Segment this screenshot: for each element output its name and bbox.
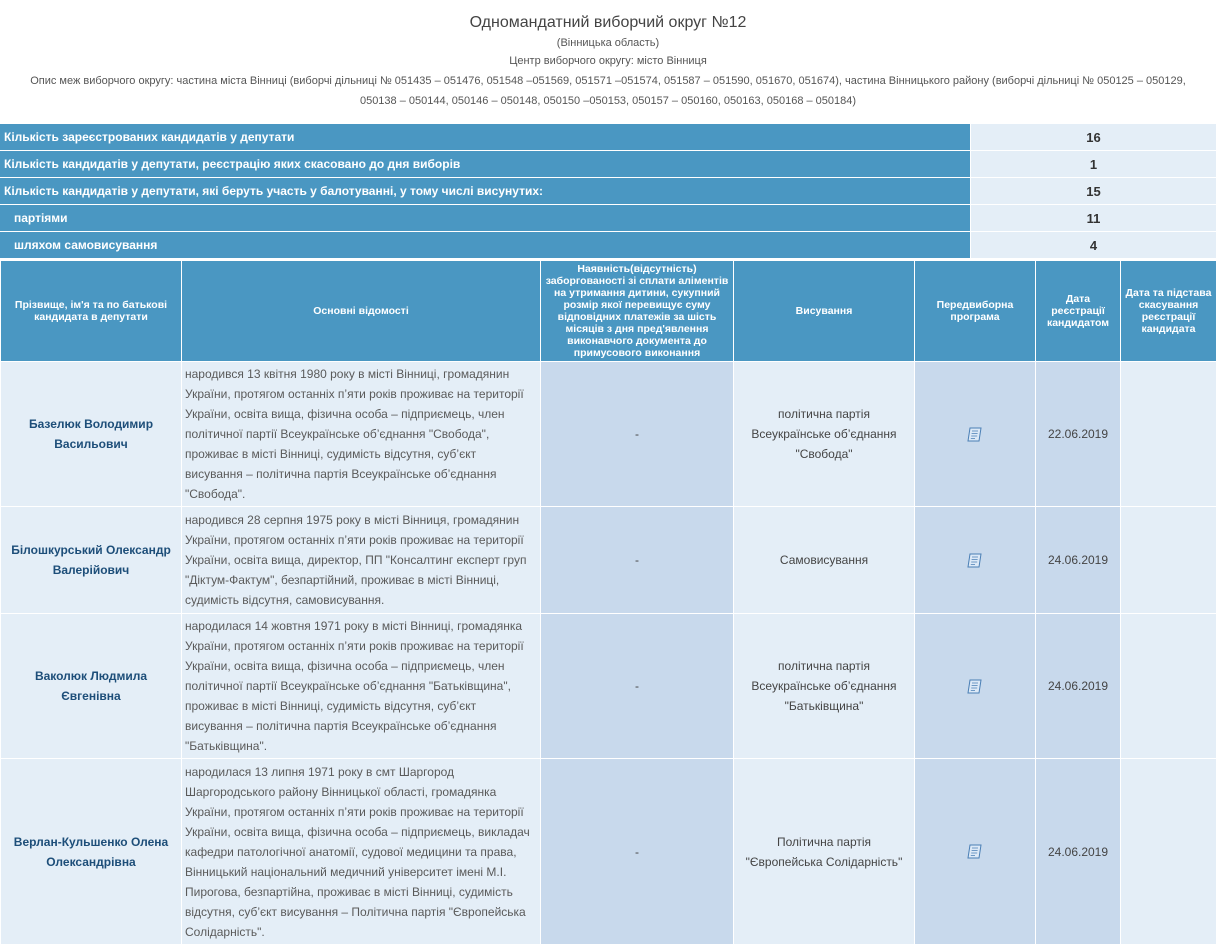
table-row (1, 759, 1217, 945)
candidate-alimony: - (541, 759, 734, 945)
district-title: Одномандатний виборчий округ №12 (469, 14, 747, 31)
summary-label: шляхом самовисування (0, 232, 971, 259)
summary-row-parties (0, 205, 1216, 232)
district-region: (Вінницька область) (556, 37, 660, 49)
candidate-program (915, 362, 1036, 507)
candidate-info: народився 28 серпня 1975 року в місті Вінниця, громадянин України, протягом останніх п’яти років проживає на території України, освіта вища, директор, ПП "Консалтинг експерт груп "Діктум-Фактум", безпартійний, проживає в місті Вінниці, судимість відсутня, самовисування. (182, 507, 541, 614)
candidate-reg-date: 24.06.2019 (1036, 759, 1121, 945)
candidate-info: народився 13 квітня 1980 року в місті Вінниці, громадянин України, протягом останніх п’яти років проживає на території України, освіта вища, фізична особа – підприємець, член політичної партії Всеукраїнське об’єднання "Свобода", проживає в місті Вінниці, судимість відсутня, суб’єкт висування – політична партія Всеукраїнське об’єднання "Свобода". (182, 362, 541, 507)
col-header-alimony: Наявність(відсутність) заборгованості зі сплати аліментів на утримання дитини, сукупний розмір якої перевищує суму відповідних платежів за шість місяців з дня пред'явлення виконавчого документа до примусового виконання (541, 261, 734, 362)
candidate-cancel (1121, 759, 1217, 945)
col-header-info: Основні відомості (182, 261, 541, 362)
summary-row-participating (0, 178, 1216, 205)
document-icon[interactable] (967, 678, 984, 695)
candidate-info: народилася 13 липня 1971 року в смт Шаргород Шаргородського району Вінницької області, громадянка України, протягом останніх п’яти років проживає на території України, освіта вища, фізична особа – підприємець, викладач кафедри патологічної анатомії, судової медицини та права, Вінницький національний медичний університет імені М.І. Пирогова, безпартійна, проживає в місті Вінниці, судимість відсутня, суб’єкт висування – Політична партія "Європейська Солідарність". (182, 759, 541, 945)
table-row (1, 362, 1217, 507)
document-icon[interactable] (967, 426, 984, 443)
col-header-cancel: Дата та підстава скасування реєстрації кандидата (1121, 261, 1217, 362)
candidate-reg-date: 24.06.2019 (1036, 507, 1121, 614)
summary-row-registered (0, 124, 1216, 151)
document-icon[interactable] (967, 552, 984, 569)
candidate-nomination: політична партія Всеукраїнське об’єднання "Батьківщина" (734, 614, 915, 759)
summary-row-self-nominated (0, 232, 1216, 259)
table-row (1, 614, 1217, 759)
summary-row-cancelled (0, 151, 1216, 178)
candidate-name[interactable]: Верлан-Кульшенко Олена Олександрівна (1, 759, 182, 945)
col-header-nomination: Висування (734, 261, 915, 362)
candidate-alimony: - (541, 507, 734, 614)
summary-label: Кількість кандидатів у депутати, реєстрацію яких скасовано до дня виборів (0, 151, 971, 178)
summary-value: 11 (971, 205, 1216, 232)
candidate-alimony: - (541, 362, 734, 507)
candidate-name[interactable]: Білошкурський Олександр Валерійович (1, 507, 182, 614)
summary-label: Кількість кандидатів у депутати, які беруть участь у балотуванні, у тому числі висунутих: (0, 178, 971, 205)
candidate-program (915, 614, 1036, 759)
district-description: Опис меж виборчого округу: частина міста Вінниці (виборчі дільниці № 051435 – 051476, 051548 –051569, 051571 –051574, 051587 – 051590, 051670, 051674), частина Вінницького району (виборчі дільниці № 050125 – 050129, 050138 – 050144, 050146 – 050148, 050150 –050153, 050157 – 050160, 050163, 050168 – 050184) (30, 75, 1186, 107)
candidate-alimony: - (541, 614, 734, 759)
summary-value: 15 (971, 178, 1216, 205)
district-center: Центр виборчого округу: місто Вінниця (509, 55, 707, 67)
col-header-name: Прізвище, ім'я та по батькові кандидата в депутати (1, 261, 182, 362)
candidate-name[interactable]: Базелюк Володимир Васильович (1, 362, 182, 507)
summary-value: 1 (971, 151, 1216, 178)
summary-value: 4 (971, 232, 1216, 259)
summary-table (0, 124, 1216, 259)
candidate-program (915, 507, 1036, 614)
summary-value: 16 (971, 124, 1216, 151)
candidate-nomination: Політична партія "Європейська Солідарність" (734, 759, 915, 945)
candidate-info: народилася 14 жовтня 1971 року в місті Вінниці, громадянка України, протягом останніх п’яти років проживає на території України, освіта вища, фізична особа – підприємець, член політичної партії Всеукраїнське об’єднання "Батьківщина", проживає в місті Вінниці, судимість відсутня, суб’єкт висування – політична партія Всеукраїнське об’єднання "Батьківщина". (182, 614, 541, 759)
candidate-name[interactable]: Ваколюк Людмила Євгенівна (1, 614, 182, 759)
col-header-reg-date: Дата реєстрації кандидатом (1036, 261, 1121, 362)
summary-label: партіями (0, 205, 971, 232)
table-header-row (1, 261, 1217, 362)
candidate-reg-date: 24.06.2019 (1036, 614, 1121, 759)
candidate-cancel (1121, 614, 1217, 759)
document-icon[interactable] (967, 843, 984, 860)
candidate-nomination: політична партія Всеукраїнське об’єднання "Свобода" (734, 362, 915, 507)
col-header-program: Передвиборна програма (915, 261, 1036, 362)
candidate-program (915, 759, 1036, 945)
table-row (1, 507, 1217, 614)
summary-label: Кількість зареєстрованих кандидатів у депутати (0, 124, 971, 151)
candidate-cancel (1121, 362, 1217, 507)
candidate-nomination: Самовисування (734, 507, 915, 614)
candidates-table (0, 260, 1217, 945)
candidate-cancel (1121, 507, 1217, 614)
district-header (0, 0, 1216, 113)
candidate-reg-date: 22.06.2019 (1036, 362, 1121, 507)
